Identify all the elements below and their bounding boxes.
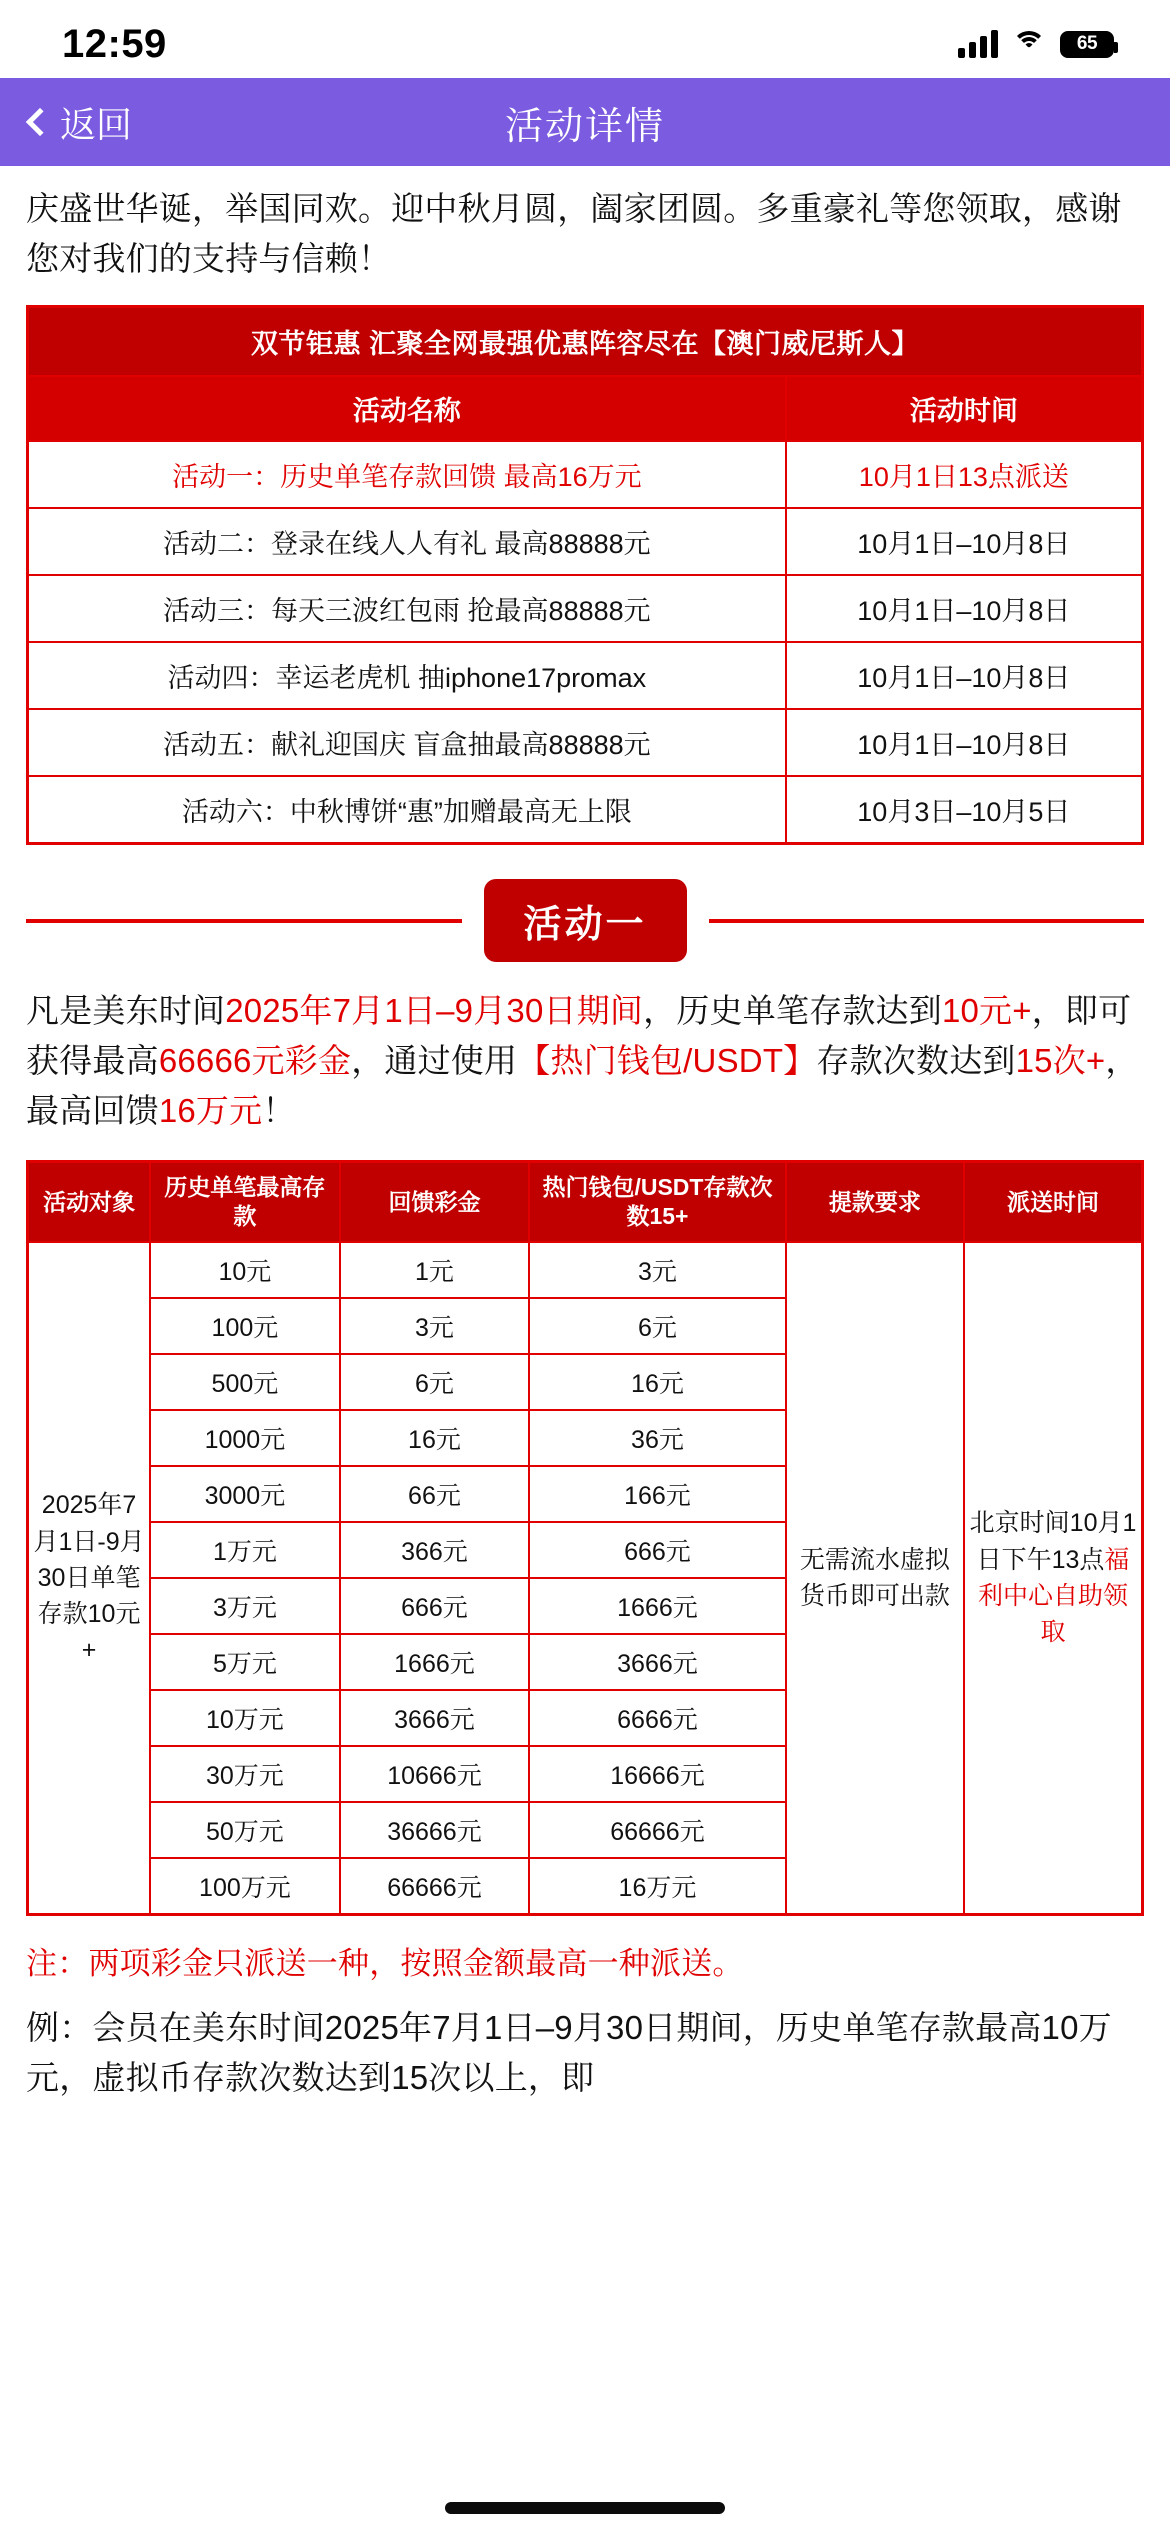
reward-wallet-bonus-cell: 1666元 <box>529 1578 785 1634</box>
promo-activity-name: 活动三：每天三波红包雨 抢最高88888元 <box>28 575 786 642</box>
description-fragment: ，即可获得最高 <box>26 992 1132 1080</box>
reward-wallet-bonus-cell: 16666元 <box>529 1746 785 1802</box>
delivery-time-highlight: 福利中心自助领取 <box>978 1545 1130 1647</box>
promo-table-row[interactable] <box>28 575 1143 642</box>
home-indicator <box>445 2502 725 2514</box>
reward-wallet-bonus-cell: 666元 <box>529 1522 785 1578</box>
description-fragment: 66666元彩金 <box>158 1042 352 1080</box>
reward-header-delivery: 派送时间 <box>964 1162 1142 1242</box>
promo-activity-time: 10月1日–10月8日 <box>786 508 1143 575</box>
reward-deposit-cell: 3万元 <box>150 1578 340 1634</box>
battery-icon <box>1060 31 1114 58</box>
description-fragment: ！ <box>262 1092 296 1130</box>
reward-header-target: 活动对象 <box>28 1162 151 1242</box>
reward-deposit-cell: 10万元 <box>150 1690 340 1746</box>
reward-table-header-row <box>28 1162 1143 1242</box>
reward-bonus-cell: 66666元 <box>340 1858 530 1915</box>
page-content <box>0 166 1170 2103</box>
promo-activity-time: 10月3日–10月5日 <box>786 776 1143 844</box>
back-button-label: 返回 <box>60 103 133 145</box>
back-button[interactable] <box>22 97 132 148</box>
reward-bonus-cell: 3666元 <box>340 1690 530 1746</box>
promo-table-row[interactable] <box>28 776 1143 844</box>
reward-header-bonus: 回馈彩金 <box>340 1162 530 1242</box>
reward-deposit-cell: 10元 <box>150 1242 340 1298</box>
promo-activity-name: 活动四：幸运老虎机 抽iphone17promax <box>28 642 786 709</box>
description-fragment: 16万元 <box>158 1092 263 1130</box>
promo-activity-name: 活动六：中秋博饼“惠”加赠最高无上限 <box>28 776 786 844</box>
reward-deposit-cell: 500元 <box>150 1354 340 1410</box>
chevron-left-icon <box>26 108 54 136</box>
wifi-icon <box>1012 31 1046 57</box>
description-fragment: ，最高回馈 <box>26 1042 1139 1130</box>
badge-divider-right <box>709 919 1145 923</box>
description-fragment: 【热门钱包/USDT】 <box>517 1042 817 1080</box>
section-badge-row <box>26 879 1144 962</box>
reward-bonus-cell: 36666元 <box>340 1802 530 1858</box>
reward-bonus-cell: 66元 <box>340 1466 530 1522</box>
reward-wallet-bonus-cell: 66666元 <box>529 1802 785 1858</box>
reward-deposit-cell: 100万元 <box>150 1858 340 1915</box>
description-fragment: ，历史单笔存款达到 <box>643 992 942 1029</box>
description-fragment: 10元+ <box>941 992 1032 1029</box>
reward-wallet-bonus-cell: 6元 <box>529 1298 785 1354</box>
reward-wallet-bonus-cell: 3元 <box>529 1242 785 1298</box>
note-text: 注：两项彩金只派送一种，按照金额最高一种派送。 <box>26 1945 744 1981</box>
reward-delivery-cell <box>964 1242 1142 1915</box>
description-fragment: 2025年7月1日–9月30日期间 <box>225 992 644 1029</box>
description-fragment: 15次+ <box>1015 1042 1106 1080</box>
reward-table-row <box>28 1242 1143 1298</box>
navigation-bar <box>0 78 1170 166</box>
description-fragment: 凡是美东时间 <box>26 992 226 1029</box>
promo-activity-time: 10月1日13点派送 <box>786 441 1143 508</box>
promo-activity-time: 10月1日–10月8日 <box>786 575 1143 642</box>
promo-activity-name: 活动一：历史单笔存款回馈 最高16万元 <box>28 441 786 508</box>
promo-table-row[interactable] <box>28 508 1143 575</box>
promo-table-header-name: 活动名称 <box>28 376 786 441</box>
status-indicators <box>958 20 1114 58</box>
reward-withdraw-cell: 无需流水虚拟货币即可出款 <box>786 1242 964 1915</box>
intro-paragraph: 庆盛世华诞，举国同欢。迎中秋月圆，阖家团圆。多重豪礼等您领取，感谢您对我们的支持与信赖！ <box>26 190 1122 277</box>
reward-bonus-cell: 666元 <box>340 1578 530 1634</box>
reward-table <box>26 1160 1144 1916</box>
promo-activity-name: 活动二：登录在线人人有礼 最高88888元 <box>28 508 786 575</box>
status-time: 12:59 <box>62 21 167 66</box>
activity-description <box>26 986 1144 1136</box>
description-fragment: 存款次数达到 <box>816 1042 1016 1080</box>
reward-deposit-cell: 3000元 <box>150 1466 340 1522</box>
promo-activity-time: 10月1日–10月8日 <box>786 642 1143 709</box>
reward-wallet-bonus-cell: 3666元 <box>529 1634 785 1690</box>
reward-bonus-cell: 6元 <box>340 1354 530 1410</box>
reward-bonus-cell: 1666元 <box>340 1634 530 1690</box>
reward-wallet-bonus-cell: 166元 <box>529 1466 785 1522</box>
reward-deposit-cell: 5万元 <box>150 1634 340 1690</box>
reward-target-cell: 2025年7月1日-9月30日单笔存款10元+ <box>28 1242 151 1915</box>
promo-table <box>26 305 1144 845</box>
promo-table-row[interactable] <box>28 441 1143 508</box>
badge-divider-left <box>26 919 462 923</box>
reward-deposit-cell: 50万元 <box>150 1802 340 1858</box>
reward-deposit-cell: 1万元 <box>150 1522 340 1578</box>
example-text: 例：会员在美东时间2025年7月1日–9月30日期间，历史单笔存款最高10万元，虚拟币存款次数达到15次以上，即 <box>26 2008 1112 2097</box>
promo-table-header-time: 活动时间 <box>786 376 1143 441</box>
delivery-time-normal: 北京时间10月1日下午13点 <box>969 1509 1137 1574</box>
promo-activity-name: 活动五：献礼迎国庆 盲盒抽最高88888元 <box>28 709 786 776</box>
promo-table-row[interactable] <box>28 642 1143 709</box>
reward-bonus-cell: 3元 <box>340 1298 530 1354</box>
cellular-signal-icon <box>958 30 998 58</box>
reward-header-wallet: 热门钱包/USDT存款次数15+ <box>529 1162 785 1242</box>
status-bar <box>0 0 1170 78</box>
reward-header-deposit: 历史单笔最高存款 <box>150 1162 340 1242</box>
reward-bonus-cell: 366元 <box>340 1522 530 1578</box>
reward-bonus-cell: 1元 <box>340 1242 530 1298</box>
reward-bonus-cell: 16元 <box>340 1410 530 1466</box>
reward-deposit-cell: 30万元 <box>150 1746 340 1802</box>
reward-wallet-bonus-cell: 6666元 <box>529 1690 785 1746</box>
reward-wallet-bonus-cell: 16万元 <box>529 1858 785 1915</box>
reward-deposit-cell: 1000元 <box>150 1410 340 1466</box>
promo-activity-time: 10月1日–10月8日 <box>786 709 1143 776</box>
reward-bonus-cell: 10666元 <box>340 1746 530 1802</box>
reward-deposit-cell: 100元 <box>150 1298 340 1354</box>
reward-wallet-bonus-cell: 36元 <box>529 1410 785 1466</box>
page-title: 活动详情 <box>504 105 665 148</box>
section-badge: 活动一 <box>484 879 687 962</box>
reward-wallet-bonus-cell: 16元 <box>529 1354 785 1410</box>
reward-header-withdraw: 提款要求 <box>786 1162 964 1242</box>
promo-table-row[interactable] <box>28 709 1143 776</box>
battery-level-label: 65 <box>1076 33 1098 54</box>
description-fragment: ，通过使用 <box>351 1042 518 1080</box>
promo-table-banner: 双节钜惠 汇聚全网最强优惠阵容尽在【澳门威尼斯人】 <box>28 307 1143 377</box>
